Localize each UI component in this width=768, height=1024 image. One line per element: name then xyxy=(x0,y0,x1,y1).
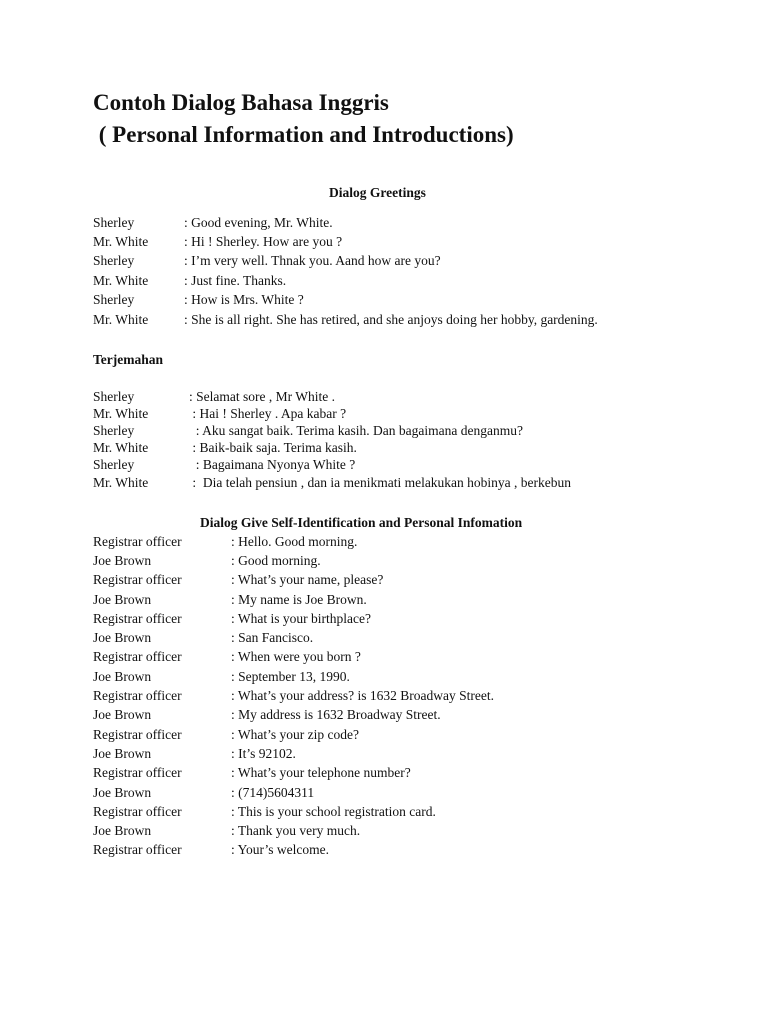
dialog-line xyxy=(93,802,494,821)
speaker-name: Joe Brown xyxy=(93,591,152,607)
dialog-line xyxy=(93,474,571,491)
dialog-text: : Hai ! Sherley . Apa kabar ? xyxy=(189,405,347,421)
dialog-line xyxy=(93,628,494,647)
dialog-text: : Good evening, Mr. White. xyxy=(184,214,333,230)
dialog-text: : What is your birthplace? xyxy=(231,610,371,626)
dialog-line xyxy=(93,821,494,840)
dialog-text: : Hi ! Sherley. How are you ? xyxy=(184,234,343,250)
dialog-line xyxy=(93,764,494,783)
dialog-text: : (714)5604311 xyxy=(231,784,315,800)
dialog-text: : Thank you very much. xyxy=(231,823,361,839)
speaker-name: Joe Brown xyxy=(93,707,152,723)
dialog-line xyxy=(93,252,598,271)
dialog-text: : When were you born ? xyxy=(231,649,361,665)
dialog-text: : Selamat sore , Mr White . xyxy=(189,388,335,404)
speaker-name: Registrar officer xyxy=(93,572,182,588)
dialog-text: : Your’s welcome. xyxy=(231,842,330,858)
speaker-name: Mr. White xyxy=(93,440,149,456)
dialog-line xyxy=(93,609,494,628)
dialog-line xyxy=(93,213,598,232)
dialog-text: : She is all right. She has retired, and she anjoys doing her hobby, gardening. xyxy=(184,311,598,327)
dialog-text: : What’s your address? is 1632 Broadway Street. xyxy=(231,688,494,704)
dialog-text: : What’s your zip code? xyxy=(231,726,359,742)
section-heading-self-identification: Dialog Give Self-Identification and Personal Infomation xyxy=(200,515,523,530)
speaker-name: Registrar officer xyxy=(93,649,182,665)
speaker-name: Registrar officer xyxy=(93,842,182,858)
speaker-name: Registrar officer xyxy=(93,610,182,626)
speaker-name: Mr. White xyxy=(93,311,149,327)
dialog-text: : I’m very well. Thnak you. Aand how are you? xyxy=(184,253,441,269)
dialog-text: : What’s your name, please? xyxy=(231,572,384,588)
dialog-self-identification xyxy=(93,532,494,860)
speaker-name: Sherley xyxy=(93,214,135,230)
dialog-text: : My name is Joe Brown. xyxy=(231,591,367,607)
dialog-line xyxy=(93,783,494,802)
dialog-line xyxy=(93,706,494,725)
dialog-line xyxy=(93,405,571,422)
speaker-name: Joe Brown xyxy=(93,784,152,800)
dialog-line xyxy=(93,291,598,310)
dialog-line xyxy=(93,532,494,551)
dialog-text: : This is your school registration card. xyxy=(231,803,436,819)
speaker-name: Sherley xyxy=(93,388,135,404)
speaker-name: Registrar officer xyxy=(93,533,182,549)
dialog-line xyxy=(93,571,494,590)
section-heading-terjemahan: Terjemahan xyxy=(93,352,163,367)
dialog-text: : Good morning. xyxy=(231,552,321,568)
dialog-line xyxy=(93,422,571,439)
dialog-text: : Hello. Good morning. xyxy=(231,533,358,549)
dialog-text: : Aku sangat baik. Terima kasih. Dan bagaimana denganmu? xyxy=(189,422,523,438)
dialog-text: : September 13, 1990. xyxy=(231,668,350,684)
dialog-terjemahan xyxy=(93,388,571,491)
dialog-text: : How is Mrs. White ? xyxy=(184,292,304,308)
dialog-line xyxy=(93,271,598,290)
speaker-name: Mr. White xyxy=(93,272,149,288)
dialog-line xyxy=(93,440,571,457)
speaker-name: Joe Brown xyxy=(93,745,152,761)
dialog-line xyxy=(93,232,598,251)
dialog-line xyxy=(93,590,494,609)
speaker-name: Mr. White xyxy=(93,405,149,421)
dialog-line xyxy=(93,744,494,763)
speaker-name: Sherley xyxy=(93,253,135,269)
dialog-text: : Dia telah pensiun , dan ia menikmati melakukan hobinya , berkebun xyxy=(189,474,572,490)
dialog-line xyxy=(93,551,494,570)
dialog-line xyxy=(93,648,494,667)
dialog-line xyxy=(93,841,494,860)
dialog-text: : What’s your telephone number? xyxy=(231,765,411,781)
speaker-name: Sherley xyxy=(93,457,135,473)
speaker-name: Registrar officer xyxy=(93,765,182,781)
dialog-text: : Baik-baik saja. Terima kasih. xyxy=(189,440,357,456)
speaker-name: Sherley xyxy=(93,292,135,308)
speaker-name: Registrar officer xyxy=(93,726,182,742)
speaker-name: Joe Brown xyxy=(93,630,152,646)
speaker-name: Mr. White xyxy=(93,474,149,490)
speaker-name: Sherley xyxy=(93,422,135,438)
speaker-name: Mr. White xyxy=(93,234,149,250)
dialog-text: : San Fancisco. xyxy=(231,630,314,646)
document-title: Contoh Dialog Bahasa Inggris xyxy=(93,90,389,115)
document-subtitle: ( Personal Information and Introductions) xyxy=(93,122,514,147)
dialog-text: : My address is 1632 Broadway Street. xyxy=(231,707,441,723)
speaker-name: Joe Brown xyxy=(93,668,152,684)
dialog-line xyxy=(93,667,494,686)
dialog-line xyxy=(93,686,494,705)
dialog-line xyxy=(93,457,571,474)
dialog-text: : Bagaimana Nyonya White ? xyxy=(189,457,356,473)
dialog-greetings xyxy=(93,213,598,329)
speaker-name: Registrar officer xyxy=(93,688,182,704)
dialog-text: : Just fine. Thanks. xyxy=(184,272,287,288)
dialog-line xyxy=(93,725,494,744)
dialog-line xyxy=(93,310,598,329)
speaker-name: Joe Brown xyxy=(93,552,152,568)
speaker-name: Registrar officer xyxy=(93,803,182,819)
dialog-line xyxy=(93,388,571,405)
dialog-text: : It’s 92102. xyxy=(231,745,296,761)
speaker-name: Joe Brown xyxy=(93,823,152,839)
section-heading-greetings: Dialog Greetings xyxy=(329,185,426,200)
